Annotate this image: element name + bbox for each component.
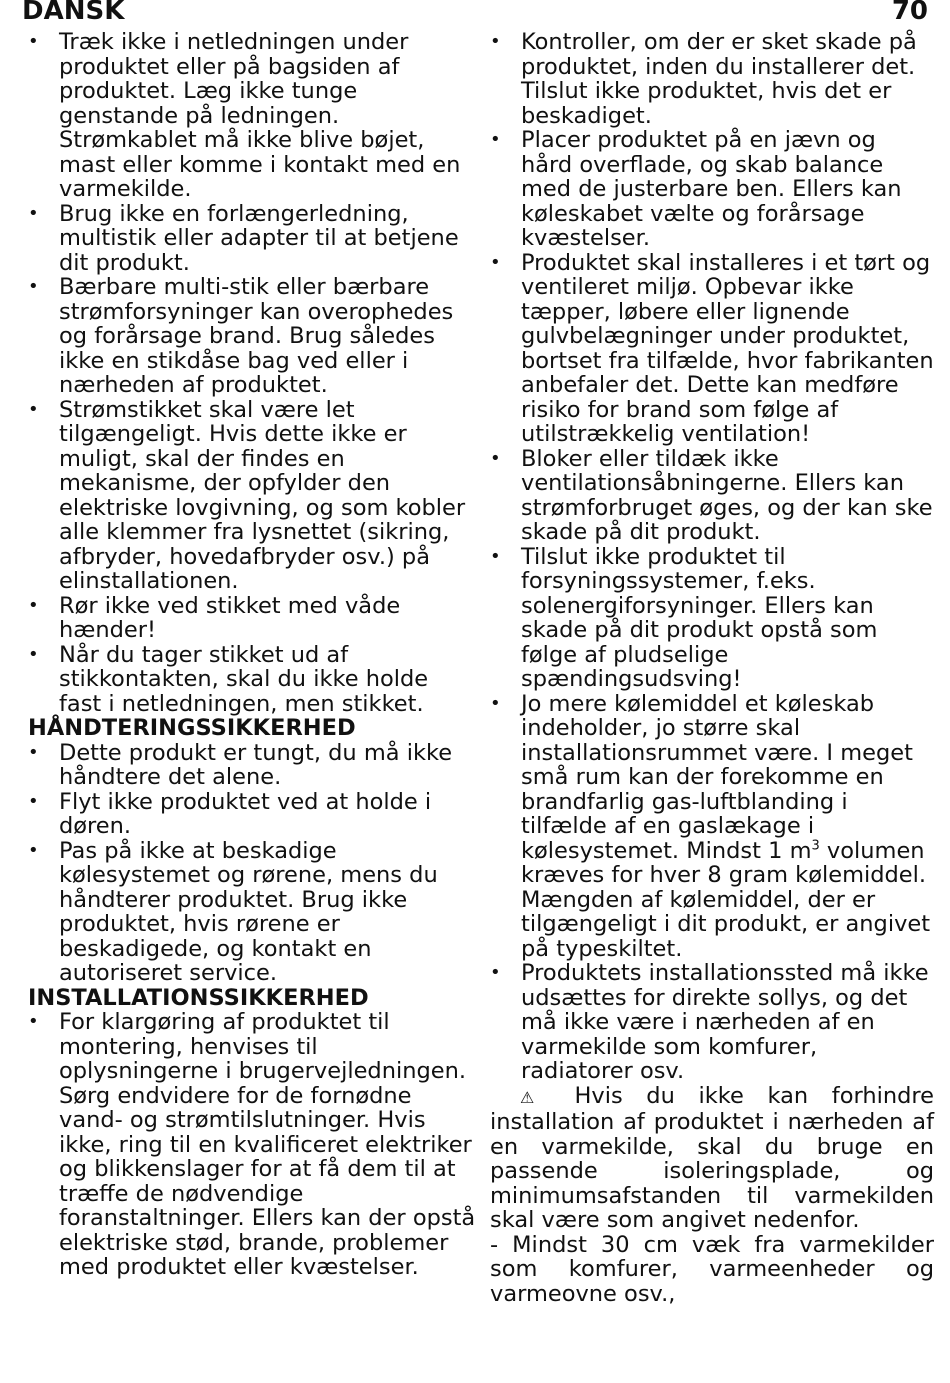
refrigerant-text: Jo mere kølemiddel et køleskab indeholder, jo større skal installationsrummet være. I meget små rum kan der forekomme en brandfarlig gas-luftblanding i tilfælde af en gaslækage i kølesystemet. Mindst 1 m — [521, 690, 913, 864]
list-item: • Strømstikket skal være let tilgængeligt. Hvis dette ikke er muligt, skal der findes en mekanisme, der opfylder den elektriske lovgivning, og som kobler alle klemmer fra lysnettet (sikring, afbryder, hovedafbryder osv.) på elinstallationen. — [28, 398, 476, 594]
list-item: • For klargøring af produktet til montering, henvises til oplysningerne i brugervejledningen. Sørg endvidere for de fornødne vand- og strømtilslutninger. Hvis ikke, ring til en kvalificeret elektriker og blikkenslager for at få dem til at træffe de nødvendige foranstaltninger. Ellers kan der opstå elektriske stød, brande, problemer med produktet eller kvæstelser. — [28, 1010, 476, 1280]
handling-safety-heading: HÅNDTERINGSSIKKERHED — [28, 715, 356, 741]
list-item: • Bloker eller tildæk ikke ventilationsåbningerne. Ellers kan strømforbruget øges, og der kan ske skade på dit produkt. — [490, 447, 934, 545]
warning-triangle-icon: ⚠ — [520, 1087, 551, 1107]
list-item: • Tilslut ikke produktet til forsyningssystemer, f.eks. solenergiforsyninger. Ellers kan skade på dit produkt opstå som følge af pludselige spændingsudsving! — [490, 545, 934, 692]
list-item: • Placer produktet på en jævn og hård overflade, og skab balance med de justerbare ben. Ellers kan køleskabet vælte og forårsage kvæstelser. — [490, 128, 934, 251]
right-column — [490, 30, 934, 1306]
page-header — [22, 0, 928, 28]
list-item: • Når du tager stikket ud af stikkontakten, skal du ikke holde fast i netledningen, men stikket. — [28, 643, 476, 717]
left-column — [28, 30, 476, 1280]
list-item: • Træk ikke i netledningen under produktet eller på bagsiden af produktet. Læg ikke tunge genstande på ledningen. Strømkablet må ikke blive bøjet, mast eller komme i kontakt med en varmekilde. — [28, 30, 476, 202]
list-item: • Dette produkt er tungt, du må ikke håndtere det alene. — [28, 741, 476, 790]
list-item: • Produktets installationssted må ikke udsættes for direkte sollys, og det må ikke være i nærheden af en varmekilde som komfurer, radiatorer osv. — [490, 961, 934, 1084]
list-item: • Produktet skal installeres i et tørt og ventileret miljø. Opbevar ikke tæpper, løbere eller lignende gulvbelægninger under produktet, bortset fra tilfælde, hvor fabrikanten anbefaler det. Dette kan medføre risiko for brand som følge af utilstrækkelig ventilation! — [490, 251, 934, 447]
refrigerant-volume-item — [490, 692, 934, 962]
list-item: • Brug ikke en forlængerledning, multistik eller adapter til at betjene dit produkt. — [28, 202, 476, 276]
list-item: • Kontroller, om der er sket skade på produktet, inden du installerer det. Tilslut ikke produktet, hvis det er beskadiget. — [490, 30, 934, 128]
warning-text: Hvis du ikke kan forhindre installation af produktet i nærheden af en varmekilde, skal du bruge en passende isoleringsplade, og minimumsafstanden til varmekilden skal være som angivet nedenfor. — [490, 1082, 934, 1233]
installation-safety-heading: INSTALLATIONSSIKKERHED — [28, 984, 369, 1011]
heat-source-warning — [490, 1084, 934, 1233]
installation-safety-list — [28, 1010, 476, 1280]
handling-safety-list — [28, 741, 476, 986]
list-item: • Bærbare multi-stik eller bærbare strømforsyninger kan overophedes og forårsage brand. Brug således ikke en stikdåse bag ved eller i nærheden af produktet. — [28, 275, 476, 398]
cubic-superscript: 3 — [811, 838, 820, 853]
refrigerant-text-continued: volumen kræves for hver 8 gram kølemiddel. Mængden af kølemiddel, der er tilgængeligt i dit produkt, er angivet på typeskiltet. — [521, 837, 931, 962]
distance-note: - Mindst 30 cm væk fra varmekilder som komfurer, varmeenheder og varmeovne osv., — [490, 1231, 934, 1307]
list-item: • Rør ikke ved stikket med våde hænder! — [28, 594, 476, 643]
page-number: 70 — [891, 0, 928, 26]
electrical-safety-list — [28, 30, 476, 716]
installation-safety-list-continued — [490, 30, 934, 1084]
list-item: • Pas på ikke at beskadige kølesystemet og rørene, mens du håndterer produktet. Brug ikke produktet, hvis rørene er beskadigede, og kontakt en autoriseret service. — [28, 839, 476, 986]
list-item: • Flyt ikke produktet ved at holde i døren. — [28, 790, 476, 839]
language-label: DANSK — [22, 0, 125, 26]
